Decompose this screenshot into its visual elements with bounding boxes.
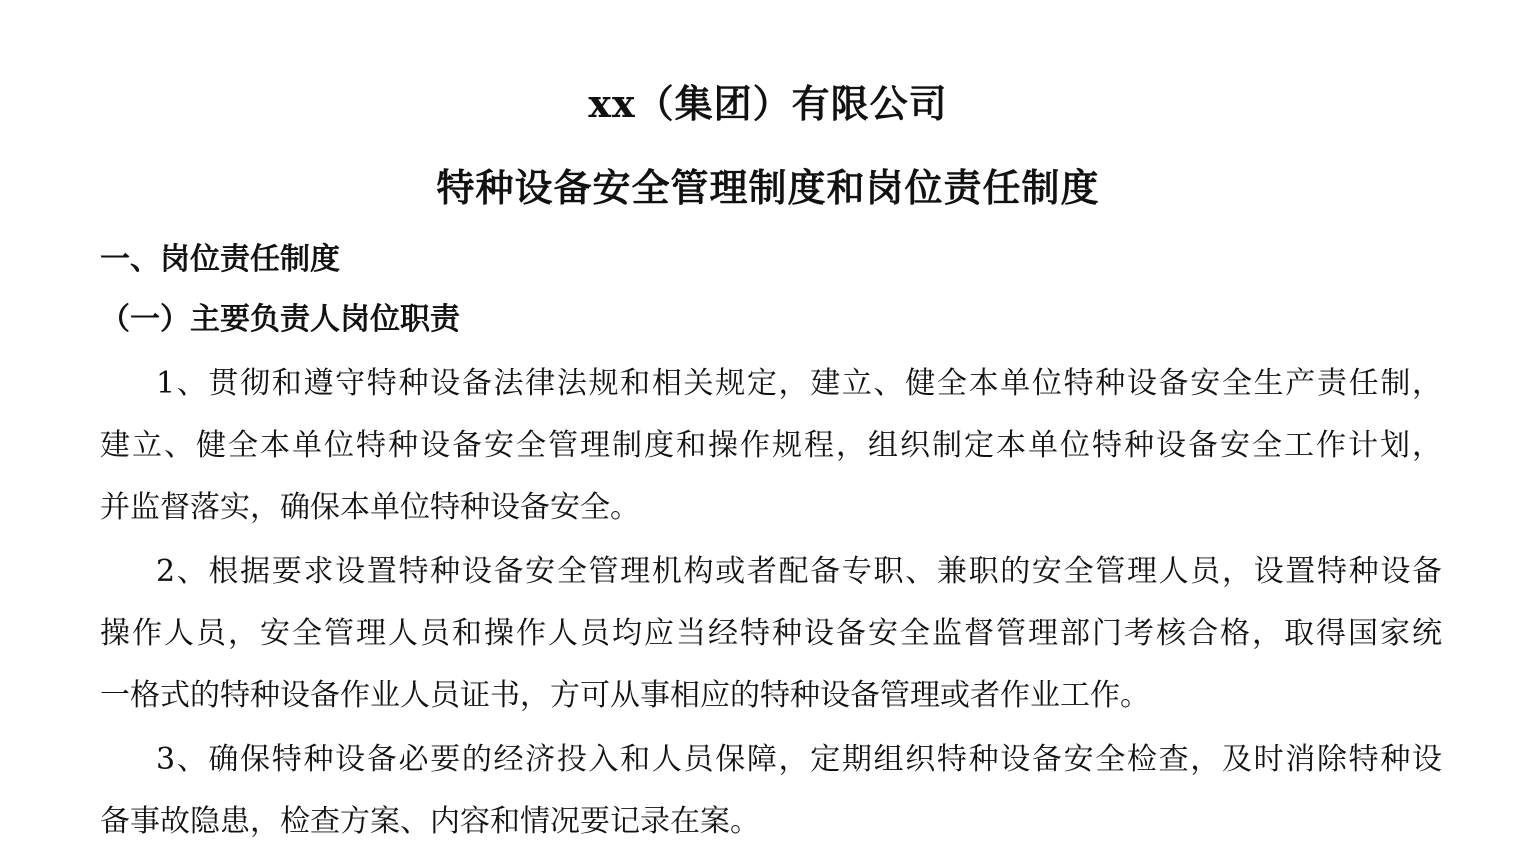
paragraph-3-line-2: 备事故隐患，检查方案、内容和情况要记录在案。: [100, 804, 760, 839]
paragraph-3: [100, 729, 1442, 853]
paragraph-2: [100, 541, 1442, 727]
paragraph-2-line-2: 操作人员，安全管理人员和操作人员均应当经特种设备安全监督管理部门考核合格，取得国家统: [100, 616, 1442, 651]
company-title: xx（集团）有限公司: [588, 81, 948, 126]
paragraph-3-line-1: 3、确保特种设备必要的经济投入和人员保障，定期组织特种设备安全检查，及时消除特种设: [156, 742, 1442, 777]
paragraph-1: [100, 353, 1442, 539]
paragraph-1-line-2: 建立、健全本单位特种设备安全管理制度和操作规程，组织制定本单位特种设备安全工作计划，: [100, 428, 1442, 463]
paragraph-1-line-3: 并监督落实，确保本单位特种设备安全。: [100, 490, 640, 525]
paragraph-2-line-3: 一格式的特种设备作业人员证书，方可从事相应的特种设备管理或者作业工作。: [100, 678, 1150, 713]
paragraph-2-line-1: 2、根据要求设置特种设备安全管理机构或者配备专职、兼职的安全管理人员，设置特种设备: [156, 554, 1442, 589]
section-heading: 一、岗位责任制度: [100, 242, 340, 277]
document-title: 特种设备安全管理制度和岗位责任制度: [436, 165, 1100, 210]
paragraph-1-line-1: 1、贯彻和遵守特种设备法律法规和相关规定，建立、健全本单位特种设备安全生产责任制，: [156, 366, 1442, 401]
subsection-heading: （一）主要负责人岗位职责: [100, 302, 460, 337]
